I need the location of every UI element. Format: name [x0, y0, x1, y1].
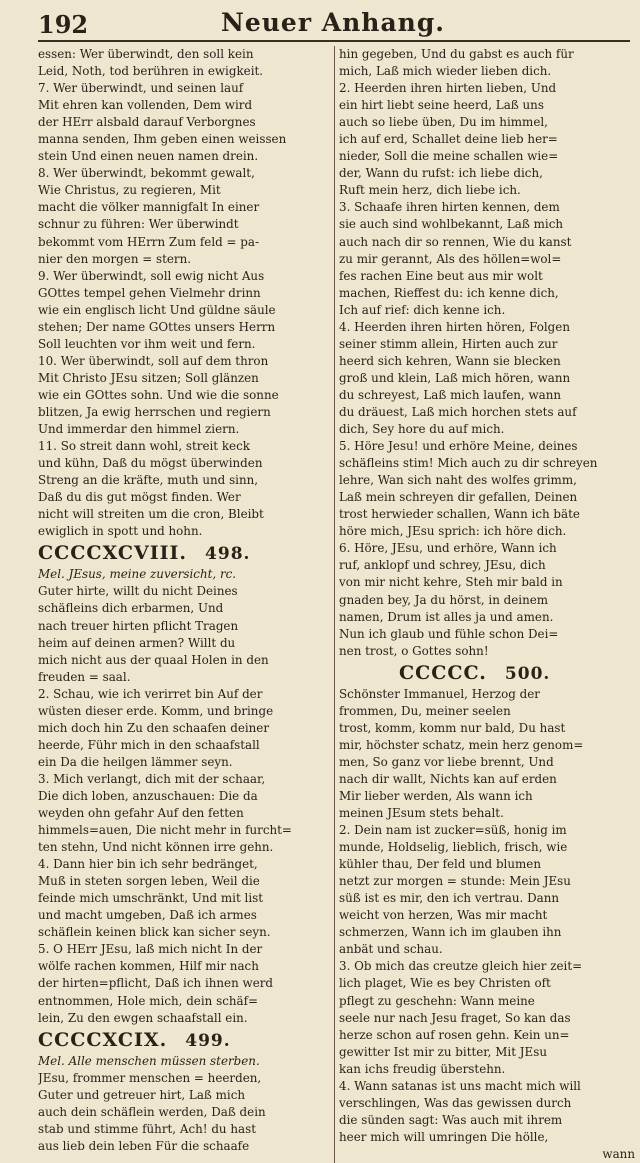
text-line: Muß in steten sorgen leben, Weil die	[38, 874, 260, 889]
text-line: essen: Wer überwindt, den soll kein	[38, 47, 254, 61]
text-line: 4. Heerden ihren hirten hören, Folgen	[339, 319, 570, 334]
text-line: Laß mein schreyen dir gefallen, Deinen	[339, 490, 578, 505]
text-line: 5. O HErr JEsu, laß mich nicht In der	[38, 942, 263, 957]
text-line: Ich auf rief: dich kenne ich.	[339, 302, 506, 317]
text-line: Mit Christo JEsu sitzen; Soll glänzen	[38, 370, 259, 385]
text-line: Guter hirte, willt du nicht Deines	[38, 584, 238, 599]
text-line: schnur zu führen: Wer überwindt	[38, 217, 239, 232]
text-line: aus lieb dein leben Für die schaafe	[38, 1138, 250, 1153]
hymn-498	[38, 540, 330, 1026]
text-line: der hirten=pflicht, Daß ich ihnen werd	[38, 976, 274, 991]
text-line: entnommen, Hole mich, dein schäf=	[38, 993, 258, 1008]
text-line: dich, Sey hore du auf mich.	[339, 422, 505, 437]
text-line: Streng an die kräfte, muth und sinn,	[38, 473, 259, 488]
text-line: 3. Schaafe ihren hirten kennen, dem	[339, 200, 560, 215]
text-line: nach treuer hirten pflicht Tragen	[38, 618, 239, 633]
text-line: Und immerdar den himmel ziern.	[38, 422, 240, 437]
text-line: verschlingen, Was das gewissen durch	[339, 1095, 572, 1110]
text-line: schäfleins dich erbarmen, Und	[38, 601, 224, 616]
text-line: ten stehn, Und nicht können irre gehn.	[38, 840, 274, 855]
text-line: feinde mich umschränkt, Und mit list	[38, 891, 264, 906]
text-line: macht die völker mannigfalt In einer	[38, 200, 260, 215]
text-line: auch dein schäflein werden, Daß dein	[38, 1104, 266, 1119]
text-line: mich, Laß mich wieder lieben dich.	[339, 64, 552, 79]
hymn-number: 500.	[504, 663, 551, 684]
text-line: 2. Dein nam ist zucker=süß, honig im	[339, 823, 567, 838]
text-line: auch nach dir so rennen, Wie du kanst	[339, 234, 572, 249]
text-line: wie ein englisch licht Und güldne säule	[38, 302, 276, 317]
text-line: auch so liebe üben, Du im himmel,	[339, 115, 548, 130]
text-line: wölfe rachen kommen, Hilf mir nach	[38, 959, 259, 974]
text-line: schmerzen, Wann ich im glauben ihn	[339, 925, 562, 940]
text-line: von mir nicht kehre, Steh mir bald in	[339, 575, 563, 590]
hymn-roman-numeral: CCCCXCVIII.	[38, 542, 188, 565]
text-line: nen trost, o Gottes sohn!	[339, 643, 489, 658]
text-line: die sünden sagt: Was auch mit ihrem	[339, 1112, 563, 1127]
text-line: ich auf erd, Schallet deine lieb her=	[339, 132, 558, 147]
hymn-499	[38, 1027, 330, 1155]
text-line: Schönster Immanuel, Herzog der	[339, 686, 540, 701]
text-line: der, Wann du rufst: ich liebe dich,	[339, 166, 543, 181]
text-line: namen, Drum ist alles ja und amen.	[339, 609, 554, 624]
text-line: 3. Ob mich das creutze gleich hier zeit=	[339, 959, 583, 974]
text-line: schäflein keinen blick kan sicher seyn.	[38, 925, 271, 940]
page-header	[38, 8, 628, 42]
text-line: netzt zur morgen = stunde: Mein JEsu	[339, 874, 571, 889]
text-line: pflegt zu geschehn: Wann meine	[339, 993, 535, 1008]
text-line: blitzen, Ja ewig herrschen und regiern	[38, 404, 271, 419]
text-line: manna senden, Ihm geben einen weissen	[38, 132, 287, 147]
text-line: süß ist es mir, den ich vertrau. Dann	[339, 891, 560, 906]
text-line: ruf, anklopf und schrey, JEsu, dich	[339, 558, 546, 573]
text-line: wie ein GOttes sohn. Und wie die sonne	[38, 387, 279, 402]
melody-line: Mel. JEsus, meine zuversicht, rc.	[38, 567, 237, 582]
text-line: frommen, Du, meiner seelen	[339, 703, 511, 718]
text-line: anbät und schau.	[339, 942, 443, 957]
text-line: nicht will streiten um die cron, Bleibt	[38, 507, 264, 522]
text-line: seele nur nach Jesu fraget, So kan das	[339, 1010, 571, 1025]
hymn-roman-numeral: CCCCXCIX.	[38, 1028, 168, 1051]
text-line: nieder, Soll die meine schallen wie=	[339, 149, 559, 164]
text-line: der HErr alsbald darauf Verborgnes	[38, 115, 256, 130]
text-line: du schreyest, Laß mich laufen, wann	[339, 387, 562, 402]
text-line: weicht von herzen, Was mir macht	[339, 908, 548, 923]
text-line: und kühn, Daß du mögst überwinden	[38, 456, 263, 471]
text-line: 6. Höre, JEsu, und erhöre, Wann ich	[339, 541, 557, 556]
text-line: Nun ich glaub und fühle schon Dei=	[339, 626, 559, 641]
text-line: Mir lieber werden, Als wann ich	[339, 788, 533, 803]
text-line: 4. Dann hier bin ich sehr bedränget,	[38, 857, 258, 872]
text-line: wüsten dieser erde. Komm, und bringe	[38, 703, 274, 718]
text-line: kühler thau, Der feld und blumen	[339, 857, 541, 872]
text-line: Ruft mein herz, dich liebe ich.	[339, 183, 521, 198]
hymn-number: 499.	[185, 1030, 231, 1051]
text-line: stab und stimme führt, Ach! du hast	[38, 1121, 256, 1136]
text-line: stehen; Der name GOttes unsers Herrn	[38, 319, 276, 334]
header-rule	[38, 40, 630, 42]
text-line: nier den morgen = stern.	[38, 251, 192, 266]
text-line: du dräuest, Laß mich horchen stets auf	[339, 404, 577, 419]
text-line: heerd sich kehren, Wann sie blecken	[339, 353, 561, 368]
hymn-heading	[38, 540, 330, 566]
text-line: Guter und getreuer hirt, Laß mich	[38, 1087, 246, 1102]
text-line: Wie Christus, zu regieren, Mit	[38, 183, 221, 198]
text-line: sie auch sind wohlbekannt, Laß mich	[339, 217, 564, 232]
text-line: herze schon auf rosen gehn. Kein un=	[339, 1027, 570, 1042]
hymn-heading	[339, 660, 635, 686]
hymn-number: 498.	[205, 544, 251, 565]
text-line: heer mich will umringen Die hölle,	[339, 1129, 549, 1144]
text-line: groß und klein, Laß mich hören, wann	[339, 370, 571, 385]
text-line: trost herwieder schallen, Wann ich bäte	[339, 507, 580, 522]
text-line: heim auf deinen armen? Willt du	[38, 635, 236, 650]
text-line: lehre, Wan sich naht des wolfes grimm,	[339, 473, 577, 488]
hymn-500	[339, 660, 635, 1163]
text-line: 9. Wer überwindt, soll ewig nicht Aus	[38, 268, 265, 283]
text-line: 4. Wann satanas ist uns macht mich will	[339, 1078, 581, 1093]
text-line: nach dir wallt, Nichts kan auf erden	[339, 771, 557, 786]
hymn-heading	[38, 1027, 330, 1053]
text-line: mir, höchster schatz, mein herz genom=	[339, 737, 584, 752]
text-line: 2. Heerden ihren hirten lieben, Und	[339, 81, 557, 96]
text-line: mich nicht aus der quaal Holen in den	[38, 652, 269, 667]
text-line: 7. Wer überwindt, und seinen lauf	[38, 81, 244, 96]
text-line: gnaden bey, Ja du hörst, in deinem	[339, 592, 549, 607]
text-line: seiner stimm allein, Hirten auch zur	[339, 336, 558, 351]
text-line: mich doch hin Zu den schaafen deiner	[38, 720, 270, 735]
text-line: Mit ehren kan vollenden, Dem wird	[38, 98, 253, 113]
text-line: ewiglich in spott und hohn.	[38, 524, 203, 539]
text-line: heerde, Führ mich in den schaafstall	[38, 737, 260, 752]
right-column	[334, 46, 635, 1163]
text-line: weyden ohn gefahr Auf den fetten	[38, 806, 244, 821]
hymn-roman-numeral: CCCCC.	[399, 661, 487, 684]
text-line: 3. Mich verlangt, dich mit der schaar,	[38, 771, 266, 786]
melody-line: Mel. Alle menschen müssen sterben.	[38, 1053, 260, 1068]
text-line: fes rachen Eine beut aus mir wolt	[339, 268, 543, 283]
text-line: und macht umgeben, Daß ich armes	[38, 908, 257, 923]
running-title: Neuer Anhang.	[220, 8, 446, 37]
text-line: GOttes tempel gehen Vielmehr drinn	[38, 285, 261, 300]
text-line: 10. Wer überwindt, soll auf dem thron	[38, 353, 269, 368]
text-line: meinen JEsum stets behalt.	[339, 806, 504, 821]
text-line: höre mich, JEsu sprich: ich höre dich.	[339, 524, 567, 539]
text-line: ein hirt liebt seine heerd, Laß uns	[339, 98, 544, 113]
text-line: men, So ganz vor liebe brennt, Und	[339, 754, 554, 769]
text-line: Soll leuchten vor ihm weit und fern.	[38, 336, 256, 351]
text-line: schäfleins stim! Mich auch zu dir schreyen	[339, 456, 598, 471]
text-line: bekommt vom HErrn Zum feld = pa-	[38, 234, 259, 249]
text-line: lein, Zu den ewgen schaafstall ein.	[38, 1010, 248, 1025]
text-line: 2. Schau, wie ich verirret bin Auf der	[38, 686, 263, 701]
text-line: 11. So streit dann wohl, streit keck	[38, 439, 250, 454]
hymn-continuation	[38, 46, 330, 540]
text-line: zu mir gerannt, Als des höllen=wol=	[339, 251, 562, 266]
text-line: 8. Wer überwindt, bekommt gewalt,	[38, 166, 255, 181]
text-line: ein Da die heilgen lämmer seyn.	[38, 754, 233, 769]
text-line: gewitter Ist mir zu bitter, Mit JEsu	[339, 1044, 547, 1059]
text-line: Leid, Noth, tod berühren in ewigkeit.	[38, 64, 264, 79]
text-line: freuden = saal.	[38, 669, 131, 684]
text-line: 5. Höre Jesu! und erhöre Meine, deines	[339, 439, 578, 454]
text-line: trost, komm, komm nur bald, Du hast	[339, 720, 566, 735]
text-line: Daß du dis gut mögst finden. Wer	[38, 490, 241, 505]
text-line: lich plaget, Wie es bey Christen oft	[339, 976, 551, 991]
text-line: machen, Rieffest du: ich kenne dich,	[339, 285, 559, 300]
hymn-499-continuation	[339, 46, 635, 660]
text-line: himmels=auen, Die nicht mehr in furcht=	[38, 823, 292, 838]
text-line: JEsu, frommer menschen = heerden,	[38, 1070, 262, 1085]
text-line: kan ichs freudig überstehn.	[339, 1061, 506, 1076]
text-line: hin gegeben, Und du gabst es auch für	[339, 47, 574, 61]
text-line: stein Und einen neuen namen drein.	[38, 149, 259, 164]
text-line: Die dich loben, anzuschauen: Die da	[38, 788, 258, 803]
left-column	[38, 46, 330, 1155]
page-number: 192	[38, 10, 89, 39]
text-line: munde, Holdselig, lieblich, frisch, wie	[339, 840, 568, 855]
catchword: wann	[602, 1146, 635, 1161]
